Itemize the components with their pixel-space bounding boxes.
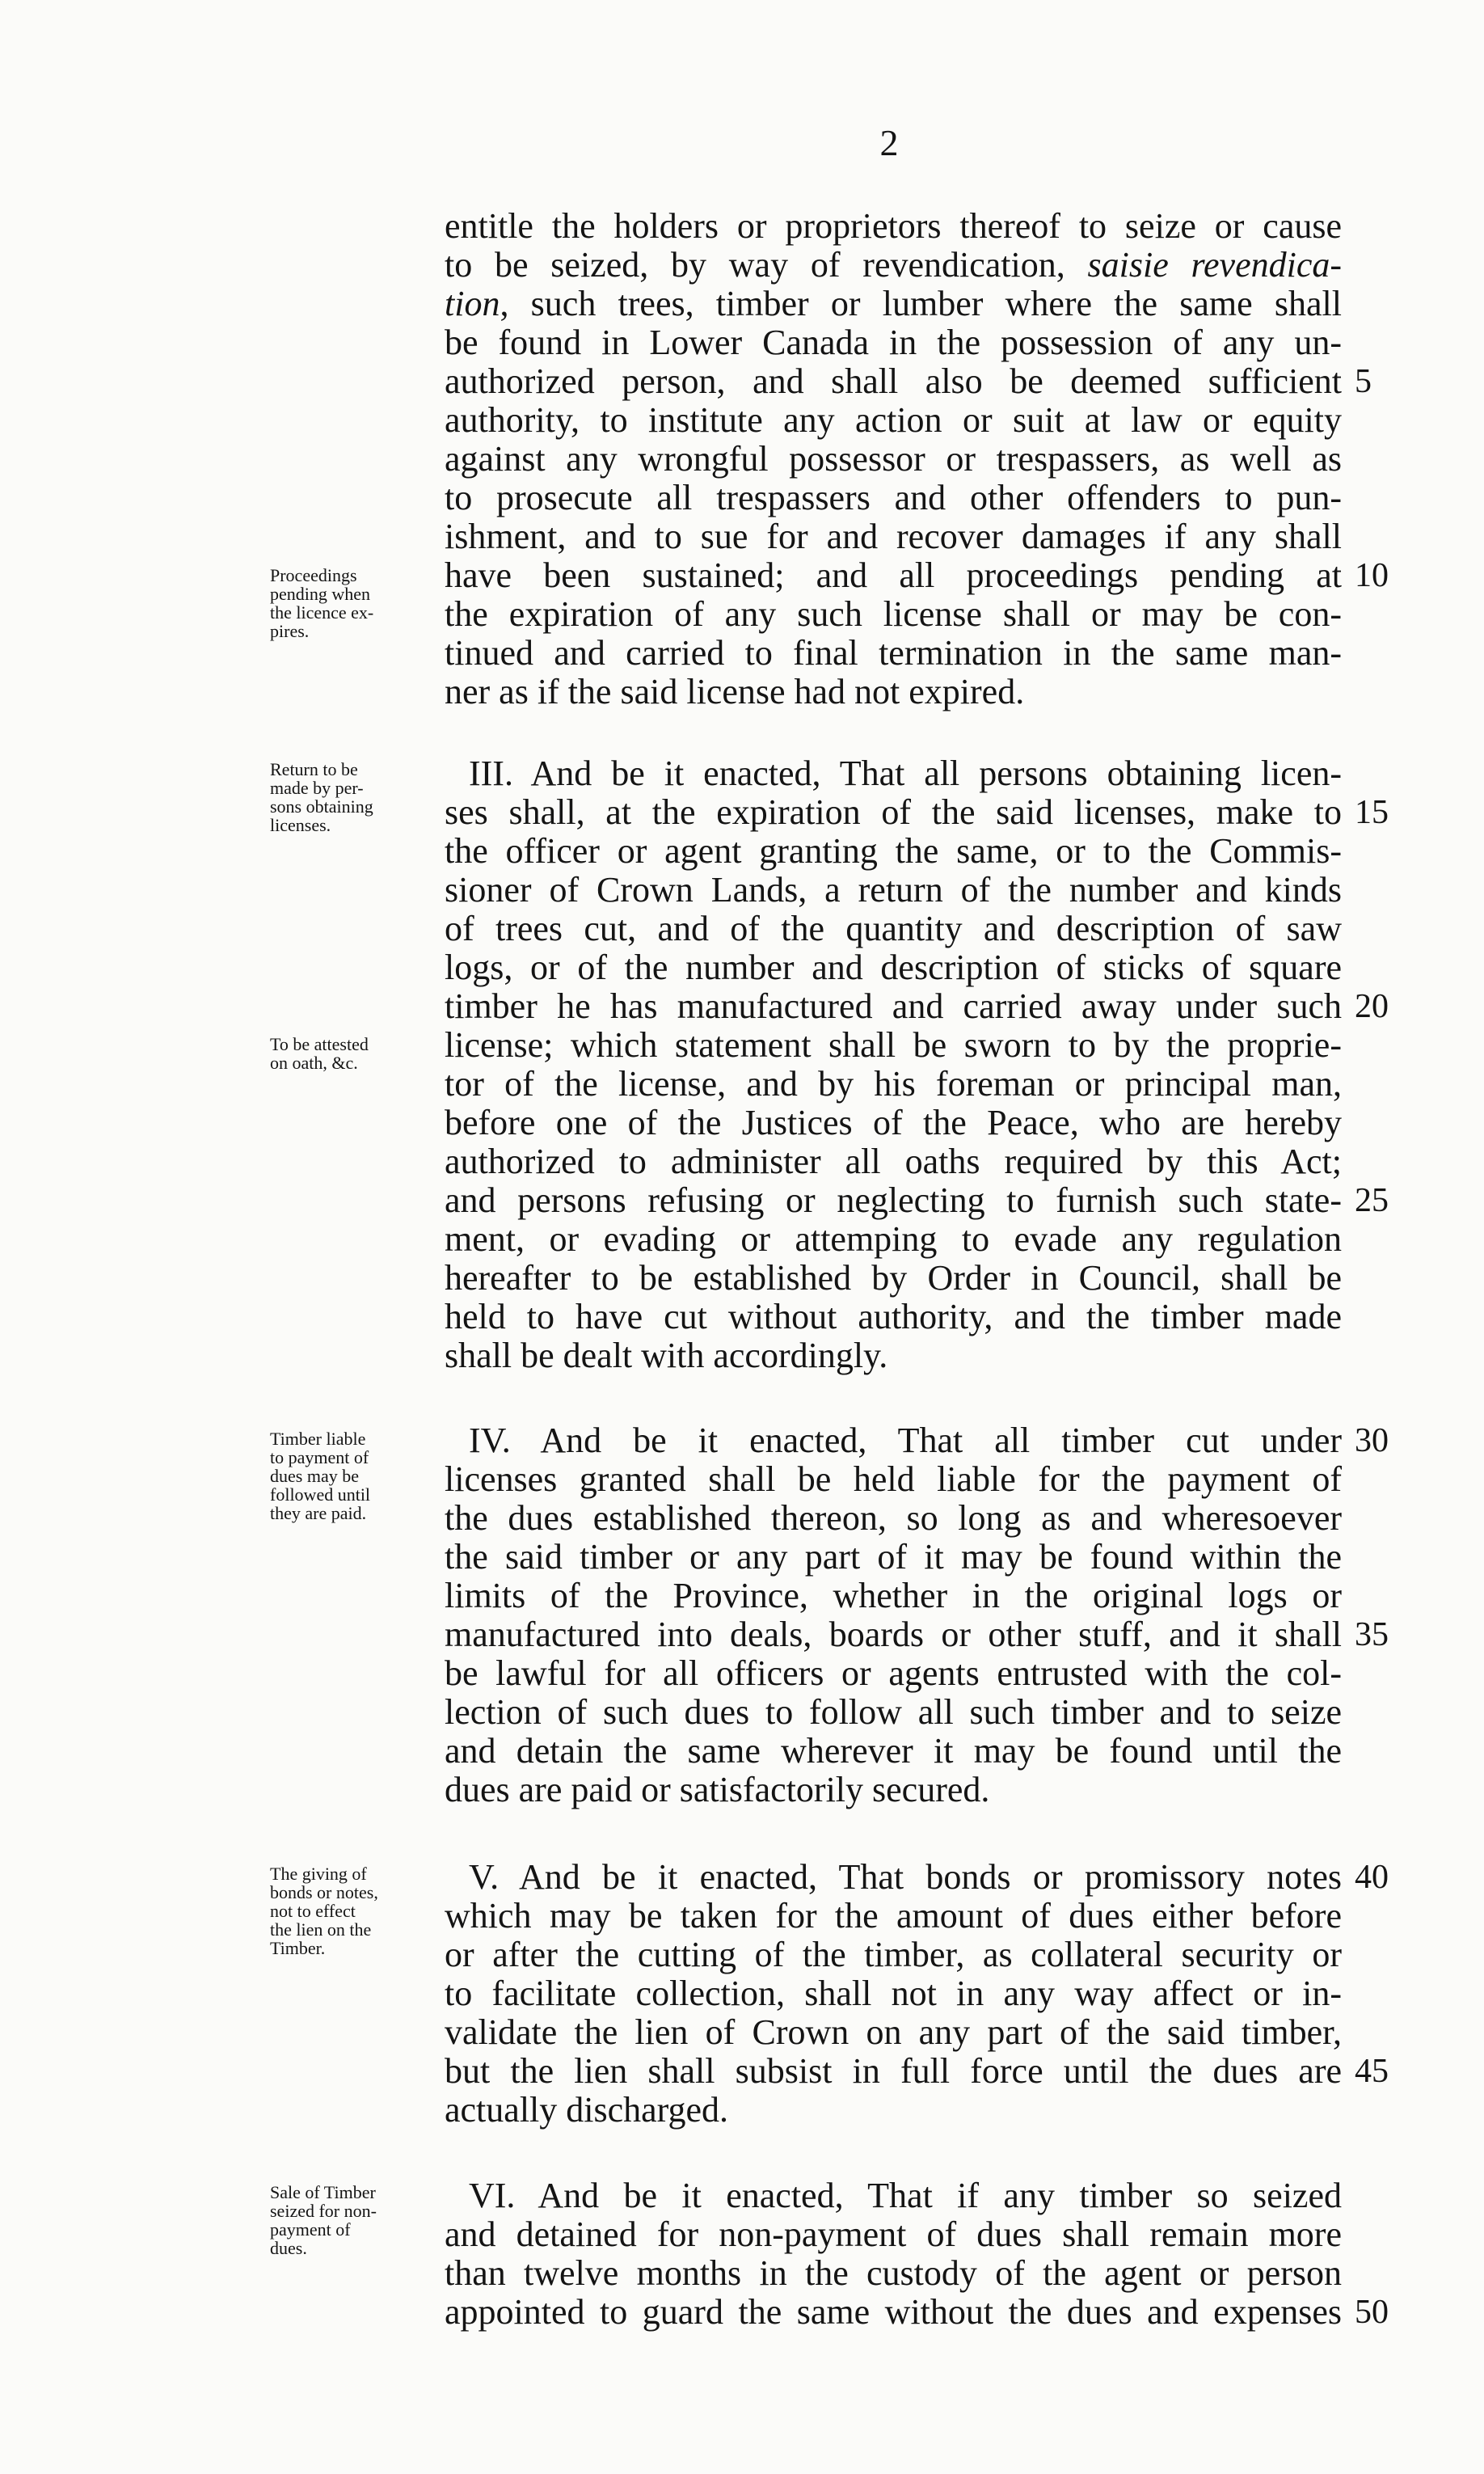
line-number: 20 xyxy=(1355,988,1389,1025)
margin-note-line: seized for non- xyxy=(270,2201,377,2221)
text-line: actually discharged. xyxy=(445,2090,729,2130)
margin-note-line: payment of xyxy=(270,2219,351,2240)
margin-note-line: dues may be xyxy=(270,1466,359,1486)
text-line: V. And be it enacted, That bonds or promissory notes xyxy=(469,1857,1342,1897)
margin-note-line: they are paid. xyxy=(270,1503,367,1523)
margin-note-line: licenses. xyxy=(270,815,331,835)
text-line: entitle the holders or proprietors thereof to seize or cause xyxy=(445,206,1342,246)
italic-term: saisie revendica- xyxy=(1087,245,1342,285)
margin-note-line: on oath, &c. xyxy=(270,1053,358,1073)
line-number: 40 xyxy=(1355,1859,1389,1896)
text-line: license; which statement shall be sworn to by the proprie- xyxy=(445,1025,1342,1065)
text-line: ishment, and to sue for and recover damages if any shall xyxy=(445,517,1342,556)
text-line: have been sustained; and all proceedings pending at xyxy=(445,555,1342,595)
margin-note-line: The giving of xyxy=(270,1864,367,1884)
text-line: be lawful for all officers or agents entrusted with the col- xyxy=(445,1653,1342,1693)
margin-note xyxy=(270,1035,440,1072)
text-line: before one of the Justices of the Peace, who are hereby xyxy=(445,1103,1342,1142)
text-line: dues are paid or satisfactorily secured. xyxy=(445,1770,990,1809)
text-line: to be seized, by way of revendication, saisie revendica- xyxy=(445,245,1342,285)
text-line: authorized person, and shall also be deemed sufficient xyxy=(445,361,1342,401)
text-line: ment, or evading or attemping to evade any regulation xyxy=(445,1219,1342,1259)
margin-note xyxy=(270,760,440,834)
margin-note-line: Return to be xyxy=(270,759,358,779)
margin-note-line: Timber liable xyxy=(270,1429,366,1449)
text-line: manufactured into deals, boards or other stuff, and it shall xyxy=(445,1615,1342,1654)
margin-note-line: followed until xyxy=(270,1484,371,1505)
text-line: and persons refusing or neglecting to furnish such state- xyxy=(445,1180,1342,1220)
text-line: and detained for non-payment of dues shall remain more xyxy=(445,2214,1342,2254)
margin-note xyxy=(270,566,440,640)
text-line: held to have cut without authority, and the timber made xyxy=(445,1297,1342,1336)
margin-note xyxy=(270,1864,440,1957)
text-line: the officer or agent granting the same, or to the Commis- xyxy=(445,831,1342,871)
text-line: but the lien shall subsist in full force until the dues are xyxy=(445,2051,1342,2091)
margin-note-line: pires. xyxy=(270,621,310,641)
text-line: ses shall, at the expiration of the said licenses, make to xyxy=(445,792,1342,832)
margin-note xyxy=(270,2183,440,2257)
line-number: 50 xyxy=(1355,2294,1389,2331)
text-line: tor of the license, and by his foreman or principal man, xyxy=(445,1064,1342,1104)
margin-note-line: not to effect xyxy=(270,1901,356,1921)
text-line: shall be dealt with accordingly. xyxy=(445,1336,888,1375)
margin-note-line: sons obtaining xyxy=(270,796,373,817)
line-number: 45 xyxy=(1355,2053,1389,2090)
text-line: be found in Lower Canada in the possession of any un- xyxy=(445,323,1342,362)
text-line: than twelve months in the custody of the agent or person xyxy=(445,2253,1342,2293)
margin-note-line: Proceedings xyxy=(270,565,357,585)
text-line: authorized to administer all oaths required by this Act; xyxy=(445,1142,1342,1181)
margin-note-line: to payment of xyxy=(270,1447,369,1467)
text-line: tion, such trees, timber or lumber where the same shall xyxy=(445,284,1342,323)
margin-note-line: Sale of Timber xyxy=(270,2182,376,2202)
text-line: tinued and carried to final termination in the same man- xyxy=(445,633,1342,673)
margin-note-line: the licence ex- xyxy=(270,602,374,623)
margin-note-line: Timber. xyxy=(270,1938,326,1958)
text-line: lection of such dues to follow all such timber and to seize xyxy=(445,1692,1342,1732)
text-line: ner as if the said license had not expired. xyxy=(445,672,1025,711)
text-line: which may be taken for the amount of dues either before xyxy=(445,1896,1342,1936)
text-line: hereafter to be established by Order in Council, shall be xyxy=(445,1258,1342,1298)
text-line: III. And be it enacted, That all persons obtaining licen- xyxy=(469,754,1342,793)
margin-note-line: bonds or notes, xyxy=(270,1882,378,1902)
text-line: to facilitate collection, shall not in any way affect or in- xyxy=(445,1974,1342,2013)
text-line: IV. And be it enacted, That all timber cut under xyxy=(469,1421,1342,1460)
text-line: VI. And be it enacted, That if any timber so seized xyxy=(469,2176,1342,2215)
margin-note-line: pending when xyxy=(270,584,371,604)
text-line: against any wrongful possessor or trespassers, as well as xyxy=(445,439,1342,479)
line-number: 30 xyxy=(1355,1422,1389,1459)
margin-note-line: the lien on the xyxy=(270,1919,372,1940)
line-number: 5 xyxy=(1355,363,1372,400)
text-line: of trees cut, and of the quantity and description of saw xyxy=(445,909,1342,948)
text-line: limits of the Province, whether in the original logs or xyxy=(445,1576,1342,1615)
text-line: timber he has manufactured and carried away under such xyxy=(445,986,1342,1026)
text-line: appointed to guard the same without the dues and expenses xyxy=(445,2292,1342,2332)
italic-term: tion xyxy=(445,284,500,323)
text-line: authority, to institute any action or suit at law or equity xyxy=(445,400,1342,440)
text-line: logs, or of the number and description of sticks of square xyxy=(445,948,1342,987)
text-line: the said timber or any part of it may be found within the xyxy=(445,1537,1342,1577)
text-line: the expiration of any such license shall or may be con- xyxy=(445,594,1342,634)
text-line: and detain the same wherever it may be found until the xyxy=(445,1731,1342,1771)
text-line: to prosecute all trespassers and other offenders to pun- xyxy=(445,478,1342,517)
margin-note-line: To be attested xyxy=(270,1034,369,1054)
text-line: or after the cutting of the timber, as collateral security or xyxy=(445,1935,1342,1974)
line-number: 15 xyxy=(1355,794,1389,831)
line-number: 10 xyxy=(1355,557,1389,594)
margin-note-line: made by per- xyxy=(270,778,364,798)
margin-note-line: dues. xyxy=(270,2238,307,2258)
margin-note xyxy=(270,1429,440,1522)
text-line: sioner of Crown Lands, a return of the number and kinds xyxy=(445,870,1342,910)
line-number: 35 xyxy=(1355,1616,1389,1653)
page-number: 2 xyxy=(879,122,899,163)
line-number: 25 xyxy=(1355,1182,1389,1219)
text-line: licenses granted shall be held liable for the payment of xyxy=(445,1459,1342,1499)
text-line: validate the lien of Crown on any part of the said timber, xyxy=(445,2012,1342,2052)
text-line: the dues established thereon, so long as and wheresoever xyxy=(445,1498,1342,1538)
